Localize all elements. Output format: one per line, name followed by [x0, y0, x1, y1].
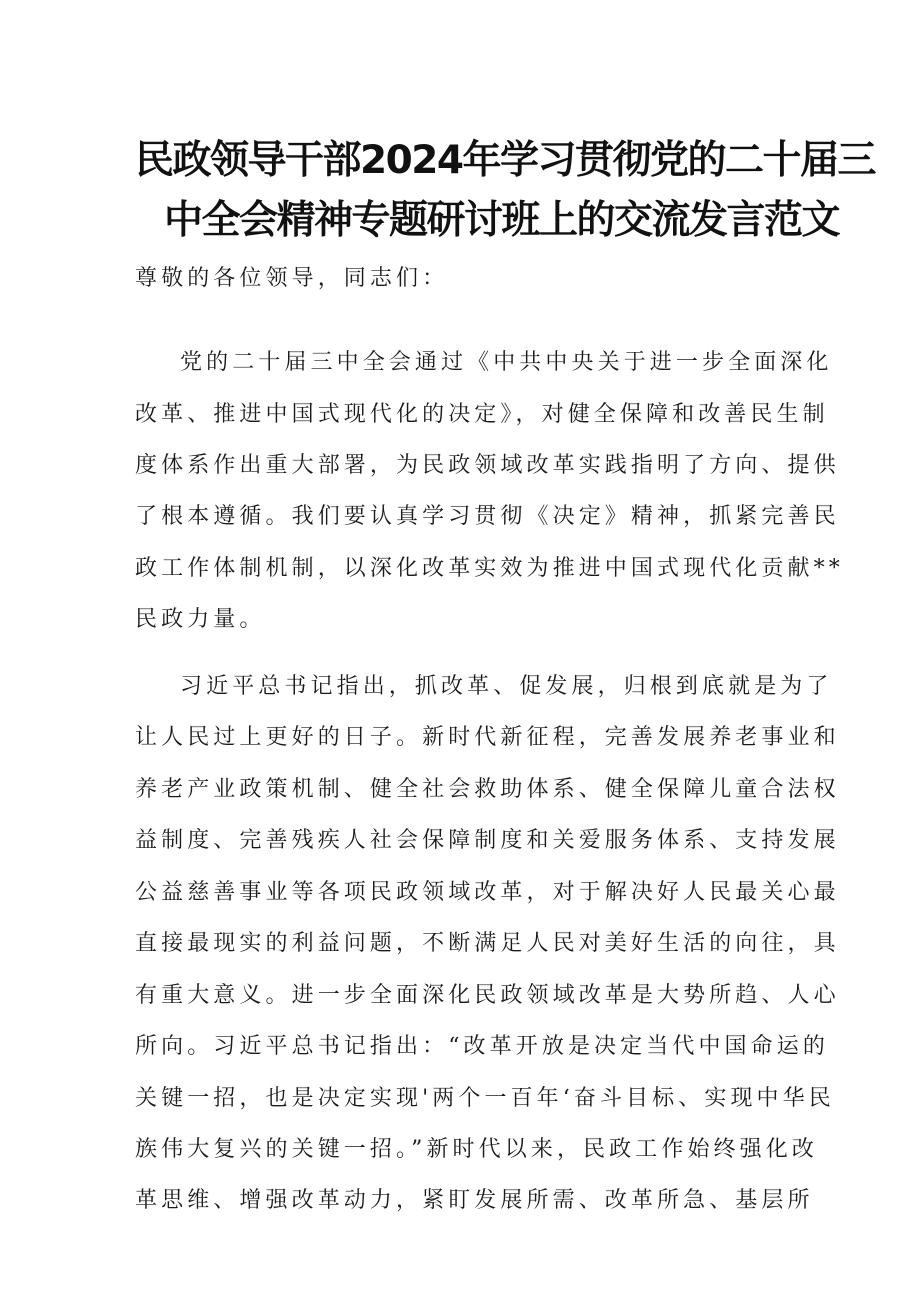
paragraph-line: 关键一招，也是决定实现'两个一百年‘奋斗目标、实现中华民	[135, 1086, 835, 1111]
paragraph-line: 党的二十届三中全会通过《中共中央关于进一步全面深化	[180, 350, 833, 375]
paragraph-line: 养老产业政策机制、健全社会救助体系、健全保障儿童合法权	[135, 777, 840, 802]
paragraph-line: 直接最现实的利益问题，不断满足人民对美好生活的向往，具	[135, 931, 840, 956]
paragraph-line: 度体系作出重大部署，为民政领域改革实践指明了方向、提供	[135, 453, 840, 478]
paragraph-line: 了根本遵循。我们要认真学习贯彻《决定》精神，抓紧完善民	[135, 504, 840, 529]
paragraph-line: 族伟大复兴的关键一招。”新时代以来，民政工作始终强化改	[135, 1137, 818, 1162]
paragraph-line: 习近平总书记指出，抓改革、促发展，归根到底就是为了	[180, 674, 833, 699]
paragraph-line: 革思维、增强改革动力，紧盯发展所需、改革所急、基层所	[135, 1188, 814, 1213]
paragraph-line: 民政力量。	[135, 607, 266, 632]
title-line-1: 民政领导干部2024年学习贯彻党的二十届三	[135, 138, 876, 183]
paragraph-line: 让人民过上更好的日子。新时代新征程，完善发展养老事业和	[135, 725, 840, 750]
paragraph-line: 公益慈善事业等各项民政领域改革，对于解决好人民最关心最	[135, 880, 840, 905]
title-line-2: 中全会精神专题研讨班上的交流发言范文	[164, 198, 840, 243]
paragraph-line: 改革、推进中国式现代化的决定》，对健全保障和改善民生制	[135, 402, 829, 427]
paragraph-line: 所向。习近平总书记指出：“改革开放是决定当代中国命运的	[135, 1034, 829, 1059]
paragraph-line: 有重大意义。进一步全面深化民政领域改革是大势所趋、人心	[135, 983, 840, 1008]
paragraph-line: 政工作体制机制，以深化改革实效为推进中国式现代化贡献**	[135, 556, 844, 581]
salutation: 尊敬的各位领导，同志们：	[135, 266, 449, 291]
paragraph-line: 益制度、完善残疾人社会保障制度和关爱服务体系、支持发展	[135, 828, 840, 853]
